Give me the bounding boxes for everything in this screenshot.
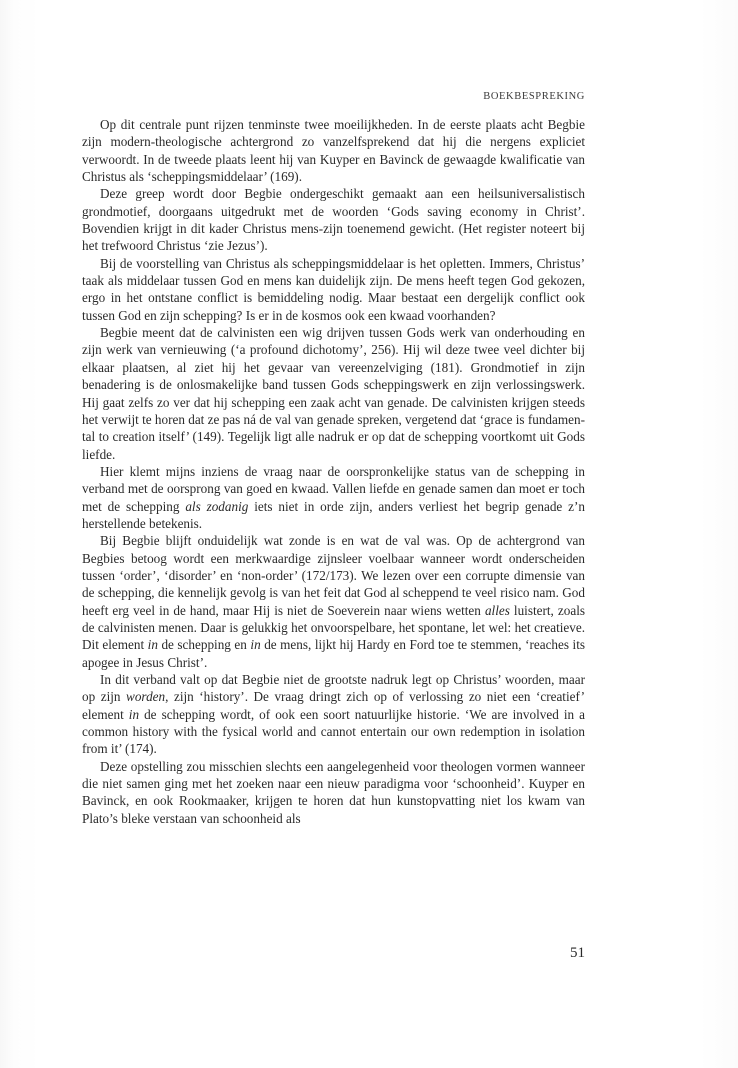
paragraph-7-emphasis-1: worden <box>126 689 166 705</box>
paragraph-7-emphasis-2: in <box>128 706 140 722</box>
paragraph-7 <box>82 671 585 758</box>
paragraph-6-text-3: de schepping en <box>157 637 251 653</box>
paragraph-6-text-1: Bij Begbie blijft onduidelijk wat zonde is en wat de val was. Op de achtergrond van Begbies betoog wordt een merkwaardige zijnsleer voelbaar wanneer wordt onderscheiden tussen ‘order’, ‘disorder’ en ‘non-order’ (172/173). We lezen over een corrupte dimensie van de schepping, die kennelijk gevolg is van het feit dat God al scheppend te veel risico nam. God heeft erg veel in de hand, maar Hij is niet de Soeverein naar wiens wetten <box>82 533 585 618</box>
paragraph-7-text-2: , zijn ‘history’. De vraag dringt zich op of verlossing zo niet een ‘creatief’ element <box>82 689 585 722</box>
paragraph-7-text-1: In dit verband valt op dat Begbie niet de grootste nadruk legt op Christus’ woorden, maar op zijn <box>82 672 585 705</box>
paragraph-5-text-end: iets niet in orde zijn, anders verliest het begrip genade z’n herstellende betekenis. <box>82 498 585 531</box>
paragraph-1: Op dit centrale punt rijzen tenminste twee moeilijkheden. In de eerste plaats acht Begbie zijn modern-theologische achtergrond zo vanzelfsprekend dat hij die nergens expliciet verwoordt. In de tweede plaats leent hij van Kuyper en Bavinck de gewaagde kwalificatie van Christus als ‘scheppingsmiddelaar’ (169). <box>82 117 585 185</box>
paragraph-6 <box>82 532 585 671</box>
paragraph-5-text: Hier klemt mijns inziens de vraag naar de oorspronkelijke status van de schepping in verband met de oorsprong van goed en kwaad. Vallen liefde en genade samen dan moet er toch met de schepping <box>82 463 585 514</box>
paragraph-6-text-2: luistert, zoals de calvinisten menen. Daar is gelukkig het onvoorspelbare, het spontane, let wel: het creatieve. Dit element <box>82 602 585 653</box>
paragraph-6-emphasis-1: alles <box>484 602 510 618</box>
paragraph-8: Deze opstelling zou misschien slechts een aangelegenheid voor theologen vormen wanneer die niet samen ging met het zoeken naar een nieuw paradigma voor ‘schoonheid’. Kuyper en Bavinck, en ook Rookmaaker, krijgen te horen dat hun kunstopvatting niet los kwam van Plato’s bleke verstaan van schoonheid als <box>82 758 585 826</box>
paragraph-6-emphasis-2: in <box>147 637 158 653</box>
paragraph-5-emphasis: als zodanig <box>185 498 249 514</box>
body-text <box>82 116 585 827</box>
paragraph-3: Bij de voorstelling van Christus als scheppingsmiddelaar is het opletten. Immers, Christus’ taak als middelaar tussen God en mens kan duidelijk zijn. De mens heeft tegen God gekozen, ergo in het ontstane conflict is bemiddeling nodig. Maar bestaat een dergelijk conflict ook tussen God en zijn schepping? Is er in de kosmos ook een kwaad voorhanden? <box>82 255 585 323</box>
paragraph-5 <box>82 463 585 532</box>
paragraph-4: Begbie meent dat de calvinisten een wig drijven tussen Gods werk van onderhouding en zijn werk van vernieuwing (‘a profound dichotomy’, 256). Hij wil deze twee veel dichter bij elkaar plaatsen, al ziet hij het gevaar van vereenzelviging (181). Grondmotief in zijn benadering is de onlosmakelijke band tussen Gods scheppingswerk en zijn verlossingswerk. Hij gaat zelfs zo ver dat hij schepping een zaak acht van genade. De calvinisten krijgen steeds het verwijt te horen dat ze pas ná de val van genade spreken, vergetend dat ‘grace is fundamental to creation itself’ (149). Tegelijk ligt alle nadruk er op dat de schepping voortkomt uit Gods liefde. <box>82 325 585 462</box>
paragraph-7-text-3: de schepping wordt, of ook een soort natuurlijke historie. ‘We are involved in a common history with the fysical world and cannot entertain our own redemption in isolation from it’ (174). <box>82 706 585 757</box>
page-number: 51 <box>570 945 585 961</box>
paragraph-6-text-4: de mens, lijkt hij Hardy en Ford toe te stemmen, ‘reaches its apogee in Jesus Christ’. <box>82 637 585 670</box>
paragraph-2: Deze greep wordt door Begbie ondergeschikt gemaakt aan een heilsuniversalistisch grondmotief, doorgaans uitgedrukt met de woorden ‘Gods saving economy in Christ’. Bovendien krijgt in dit kader Christus mens-zijn toenemend gewicht. (Het register noteert bij het trefwoord Christus ‘zie Jezus’). <box>82 186 585 254</box>
running-head: BOEKBESPREKING <box>483 91 585 102</box>
paragraph-6-emphasis-3: in <box>250 637 261 653</box>
